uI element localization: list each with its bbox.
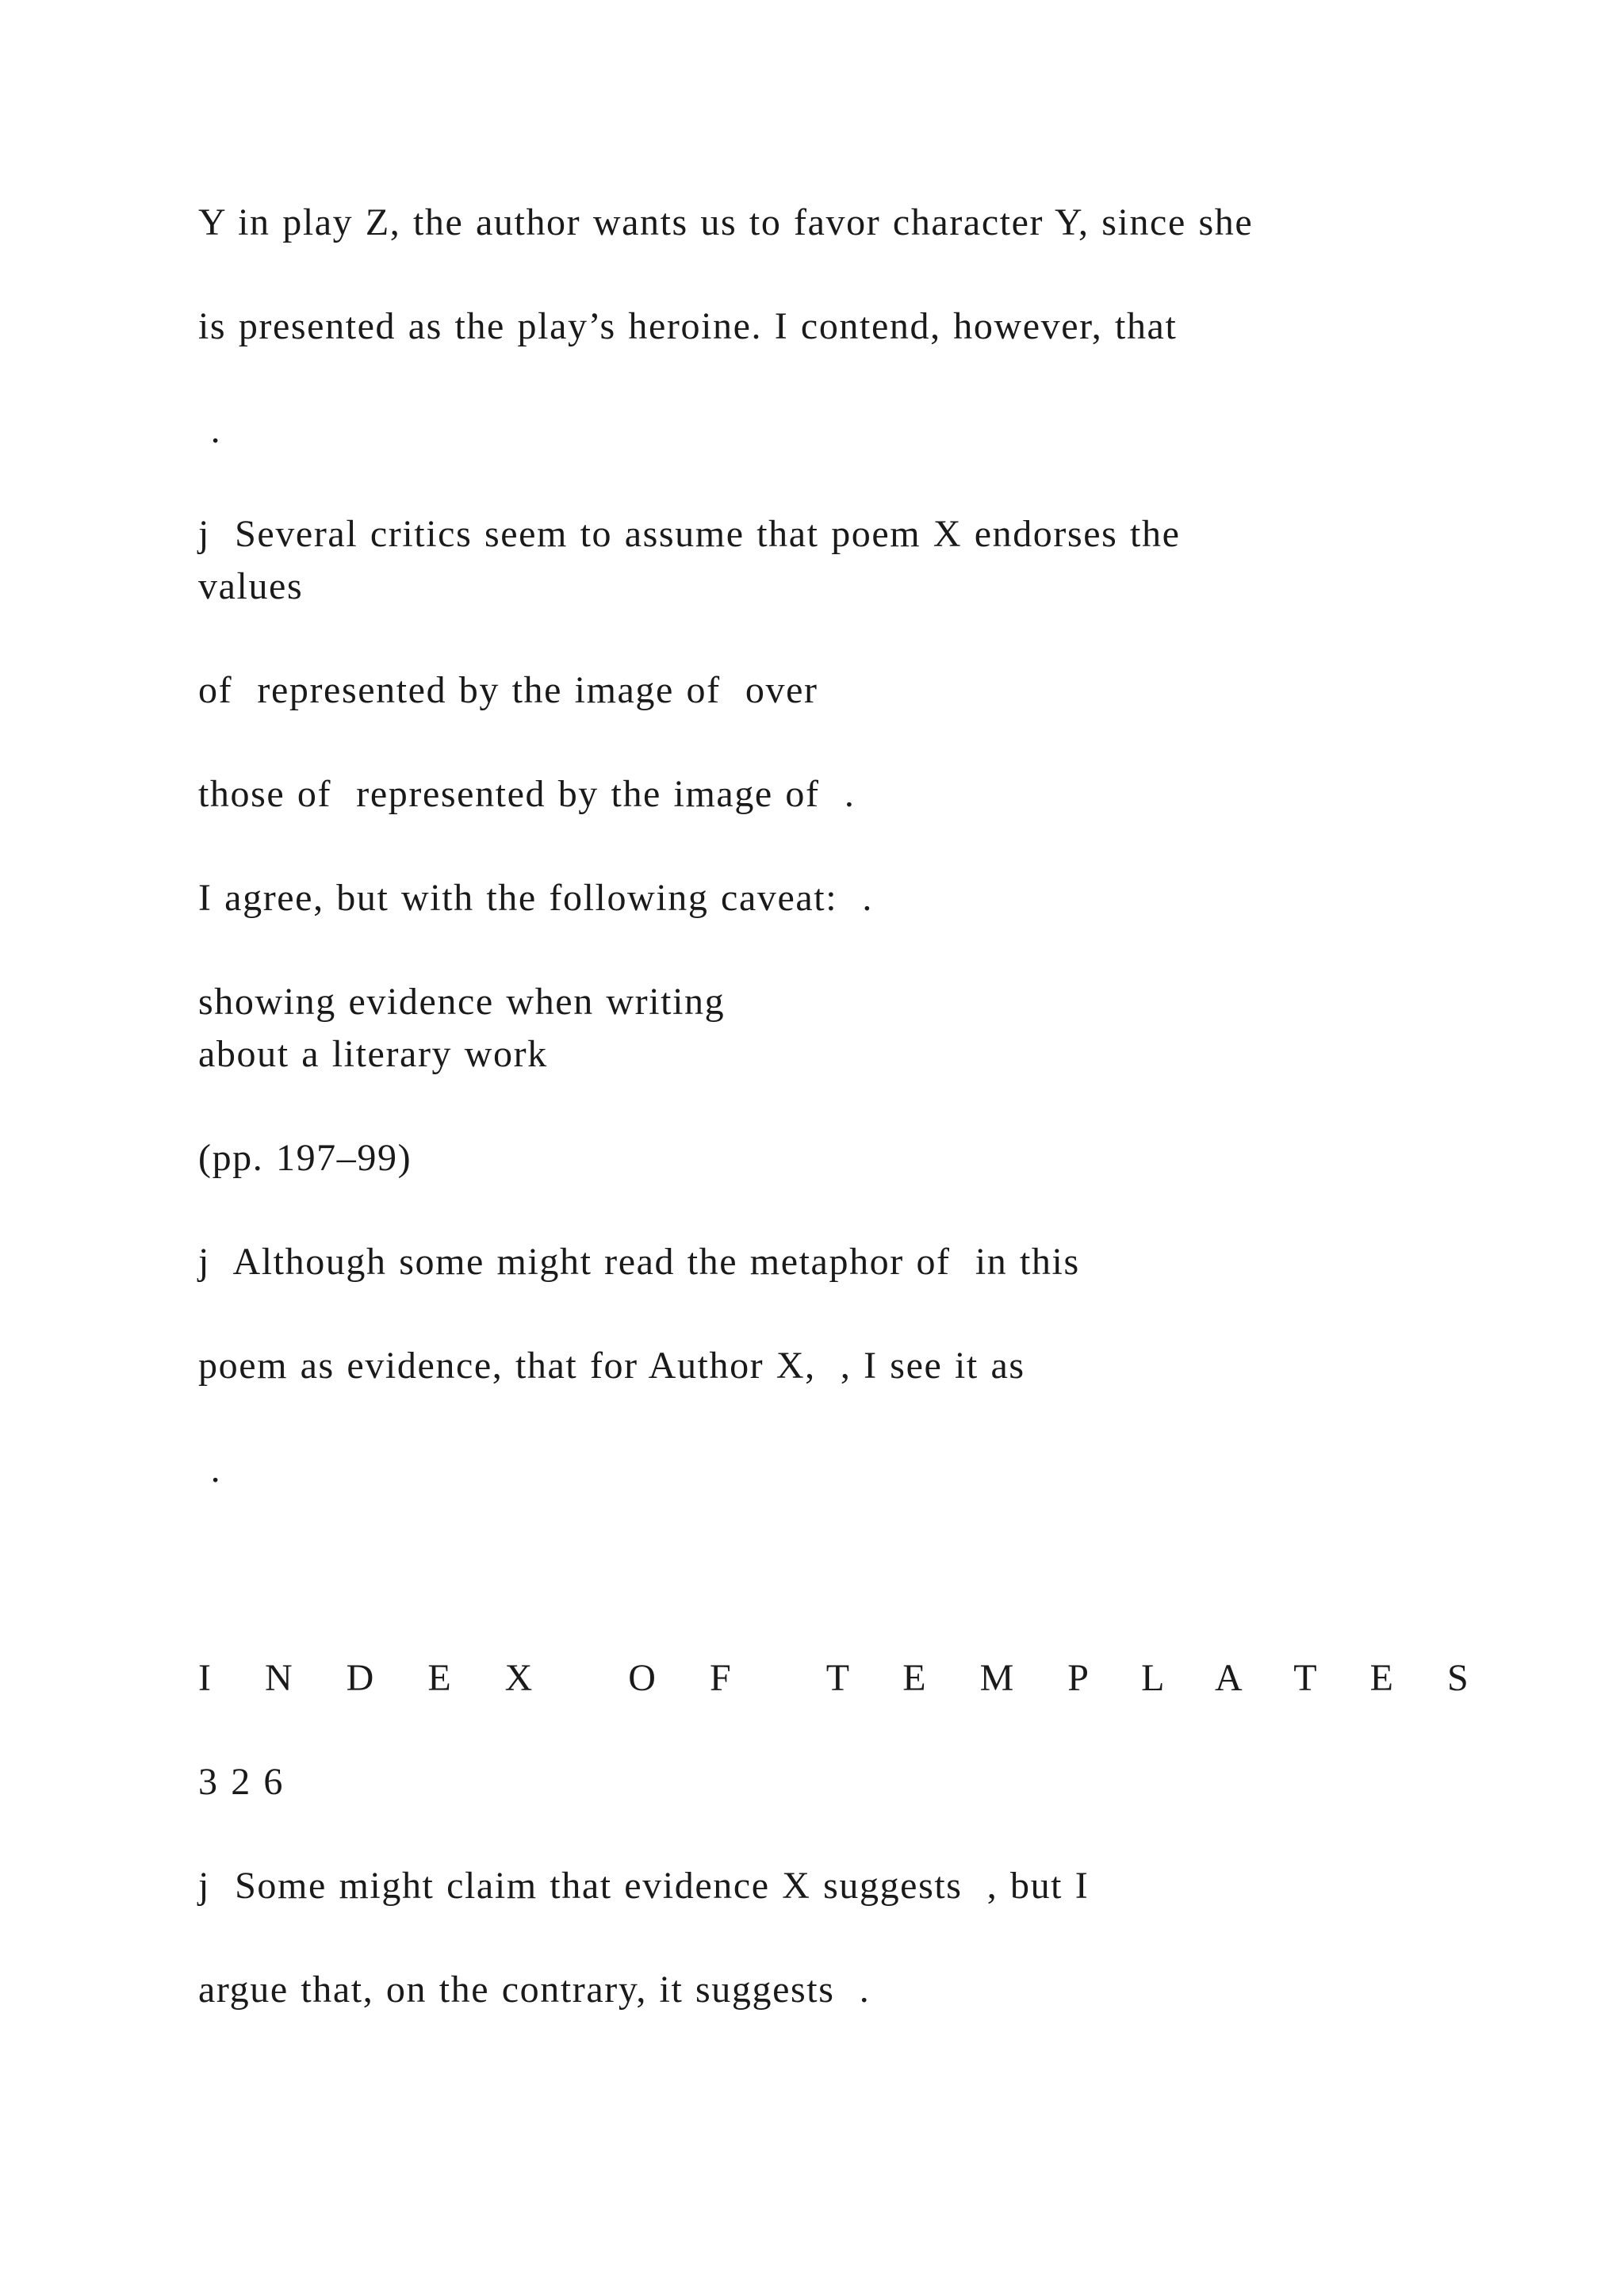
text-line: is presented as the play’s heroine. I contend, however, that [198, 305, 1178, 347]
text-line: poem as evidence, that for Author X, , I see it as [198, 1345, 1025, 1387]
text-line: argue that, on the contrary, it suggests . [198, 1969, 871, 2011]
text-line: . [198, 409, 222, 451]
page-number: 3 2 6 [198, 1761, 284, 1803]
text-line: of represented by the image of over [198, 669, 818, 711]
section-heading: about a literary work [198, 1033, 548, 1075]
text-line: I agree, but with the following caveat: . [198, 877, 873, 919]
text-line: values [198, 565, 304, 607]
template-item: j Several critics seem to assume that poem X endorses the [198, 513, 1181, 555]
text-line: . [198, 1448, 222, 1490]
template-item: j Although some might read the metaphor of in this [198, 1241, 1080, 1283]
text-line: those of represented by the image of . [198, 773, 856, 815]
template-item: j Some might claim that evidence X suggests , but I [198, 1865, 1090, 1907]
running-header: I N D E X O F T E M P L A T E S [198, 1657, 1480, 1699]
section-heading: showing evidence when writing [198, 981, 726, 1023]
page-reference: (pp. 197–99) [198, 1137, 412, 1179]
text-line: Y in play Z, the author wants us to favor character Y, since she [198, 201, 1254, 243]
